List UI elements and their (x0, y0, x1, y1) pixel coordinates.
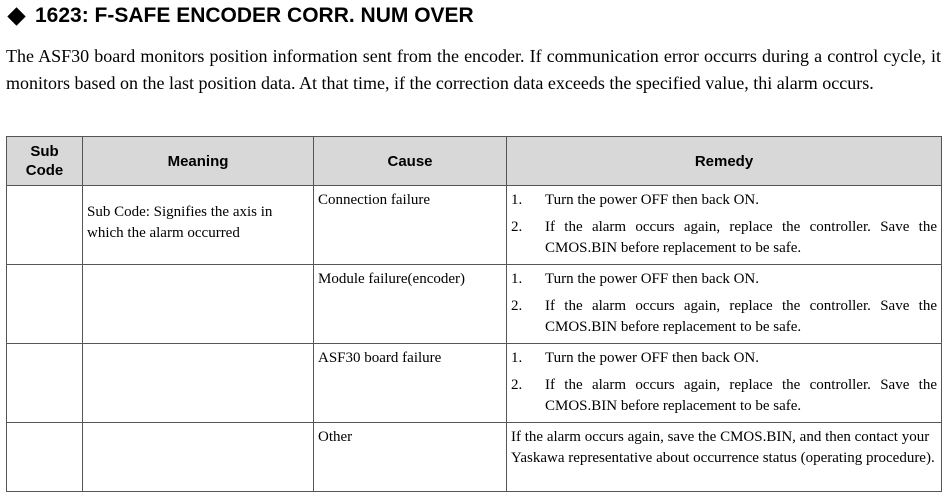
remedy-cell (507, 344, 942, 423)
diamond-bullet-icon (7, 7, 25, 25)
alarm-description: The ASF30 board monitors position information sent from the encoder. If communication error occurrs during a control cycle, it monitors based on the last position data. At that time, if the correction data exceeds the specified value, thi alarm occurs. (6, 46, 941, 93)
table-row (7, 265, 942, 344)
remedy-step: 2. If the alarm occurs again, replace the controller. Save the CMOS.BIN before replacement to be safe. (511, 377, 937, 414)
table-header-row (7, 137, 942, 186)
cause-cell: Connection failure (314, 186, 507, 265)
remedy-cell (507, 265, 942, 344)
table-row (7, 423, 942, 492)
sub-code-cell (7, 423, 83, 492)
meaning-cell (83, 423, 314, 492)
remedy-step: 2. If the alarm occurs again, replace the controller. Save the CMOS.BIN before replacement to be safe. (511, 219, 937, 256)
alarm-title (6, 2, 474, 30)
sub-code-cell (7, 186, 83, 265)
cause-cell: Module failure(encoder) (314, 265, 507, 344)
alarm-title-text: 1623: F-SAFE ENCODER CORR. NUM OVER (35, 4, 474, 27)
remedy-cell (507, 186, 942, 265)
remedy-step: 1. Turn the power OFF then back ON. (511, 350, 760, 366)
remedy-step: 2. If the alarm occurs again, replace the controller. Save the CMOS.BIN before replacement to be safe. (511, 298, 937, 335)
header-remedy: Remedy (507, 137, 942, 186)
sub-code-cell (7, 344, 83, 423)
meaning-cell (83, 344, 314, 423)
table-row (7, 344, 942, 423)
header-meaning: Meaning (83, 137, 314, 186)
cause-cell: ASF30 board failure (314, 344, 507, 423)
remedy-cell: If the alarm occurs again, save the CMOS.BIN, and then contact your Yaskawa representative about occurrence status (operating procedure). (507, 423, 942, 492)
header-cause: Cause (314, 137, 507, 186)
meaning-cell: Sub Code: Signifies the axis in which the alarm occurred (83, 186, 314, 265)
remedy-step: 1. Turn the power OFF then back ON. (511, 192, 760, 208)
remedy-step: 1. Turn the power OFF then back ON. (511, 271, 760, 287)
table-row (7, 186, 942, 265)
cause-cell: Other (314, 423, 507, 492)
sub-code-cell (7, 265, 83, 344)
alarm-table (6, 136, 942, 492)
header-sub-code: Sub Code (7, 137, 83, 186)
meaning-cell (83, 265, 314, 344)
